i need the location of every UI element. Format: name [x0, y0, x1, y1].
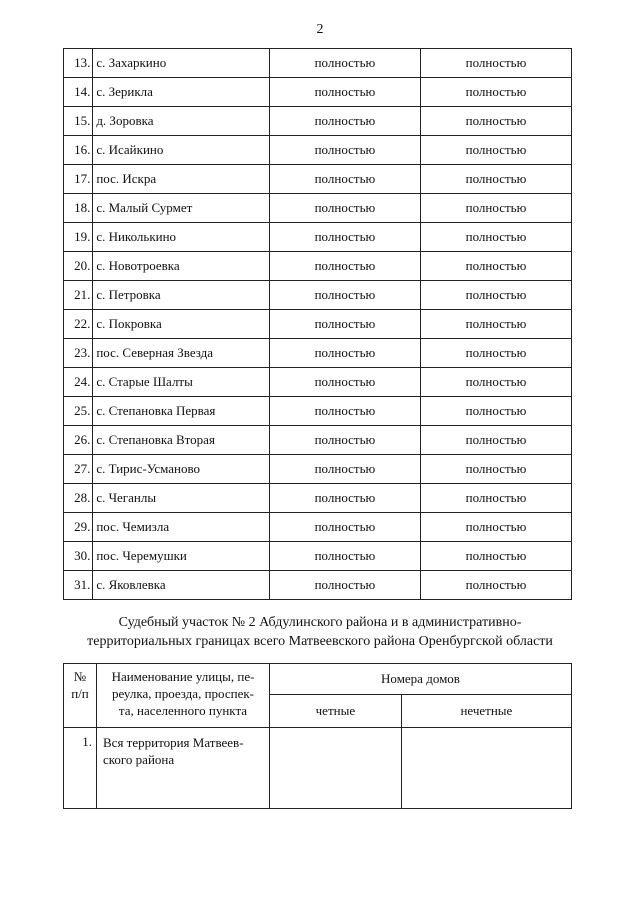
settlement-row [64, 107, 572, 136]
settlement-number: 24. [64, 368, 93, 397]
settlement-odd-houses: полностью [420, 455, 571, 484]
settlement-name: с. Старые Шалты [93, 368, 270, 397]
settlement-number: 14. [64, 78, 93, 107]
settlement-number: 21. [64, 281, 93, 310]
settlement-name: с. Малый Сурмет [93, 194, 270, 223]
settlement-number: 31. [64, 571, 93, 600]
settlement-name: с. Николькино [93, 223, 270, 252]
settlement-odd-houses: полностью [420, 223, 571, 252]
settlement-odd-houses: полностью [420, 194, 571, 223]
settlement-odd-houses: полностью [420, 397, 571, 426]
settlement-even-houses: полностью [269, 78, 420, 107]
settlement-row [64, 339, 572, 368]
header-street-name-line-3: та, населенного пункта [118, 703, 248, 718]
settlement-number: 13. [64, 49, 93, 78]
settlement-odd-houses: полностью [420, 252, 571, 281]
settlement-even-houses: полностью [269, 339, 420, 368]
settlement-row [64, 368, 572, 397]
settlement-odd-houses: полностью [420, 165, 571, 194]
settlement-number: 28. [64, 484, 93, 513]
settlement-odd-houses: полностью [420, 281, 571, 310]
header-number-line-1: № [73, 669, 87, 684]
settlement-name: с. Зерикла [93, 78, 270, 107]
settlement-odd-houses: полностью [420, 426, 571, 455]
settlement-odd-houses: полностью [420, 107, 571, 136]
settlement-name: пос. Чемизла [93, 513, 270, 542]
settlement-odd-houses: полностью [420, 49, 571, 78]
settlement-odd-houses: полностью [420, 513, 571, 542]
court-district-table [63, 663, 572, 809]
settlement-even-houses: полностью [269, 223, 420, 252]
settlement-even-houses: полностью [269, 397, 420, 426]
settlement-even-houses: полностью [269, 513, 420, 542]
page-number: 2 [316, 22, 324, 37]
header-even: четные [270, 695, 402, 728]
settlement-name: с. Петровка [93, 281, 270, 310]
header-odd: нечетные [401, 695, 571, 728]
settlement-odd-houses: полностью [420, 339, 571, 368]
settlement-row [64, 426, 572, 455]
court-row-odd [401, 728, 571, 809]
settlement-row [64, 49, 572, 78]
settlement-even-houses: полностью [269, 194, 420, 223]
settlement-name: с. Степановка Вторая [93, 426, 270, 455]
settlement-number: 20. [64, 252, 93, 281]
settlement-even-houses: полностью [269, 252, 420, 281]
settlement-even-houses: полностью [269, 165, 420, 194]
settlement-odd-houses: полностью [420, 78, 571, 107]
settlements-table-body [64, 49, 572, 600]
settlement-name: д. Зоровка [93, 107, 270, 136]
settlement-name: с. Покровка [93, 310, 270, 339]
settlement-name: пос. Искра [93, 165, 270, 194]
section-title-line-1: Судебный участок № 2 Абдулинского района и в административно- [118, 615, 522, 630]
settlement-even-houses: полностью [269, 310, 420, 339]
settlement-row [64, 78, 572, 107]
settlement-odd-houses: полностью [420, 484, 571, 513]
settlement-name: пос. Черемушки [93, 542, 270, 571]
header-street-name [97, 664, 270, 728]
settlement-even-houses: полностью [269, 455, 420, 484]
settlement-row [64, 397, 572, 426]
settlement-row [64, 571, 572, 600]
header-house-numbers: Номера домов [270, 664, 572, 695]
settlement-row [64, 281, 572, 310]
settlement-row [64, 252, 572, 281]
settlement-even-houses: полностью [269, 542, 420, 571]
settlement-number: 18. [64, 194, 93, 223]
settlement-number: 22. [64, 310, 93, 339]
settlement-number: 17. [64, 165, 93, 194]
settlement-even-houses: полностью [269, 426, 420, 455]
settlement-row [64, 484, 572, 513]
settlement-even-houses: полностью [269, 484, 420, 513]
settlement-number: 30. [64, 542, 93, 571]
court-row-number: 1. [64, 728, 97, 809]
header-street-name-line-2: реулка, проезда, проспек- [111, 686, 254, 701]
settlement-row [64, 165, 572, 194]
court-table-header-row [64, 664, 572, 695]
settlement-name: с. Яковлевка [93, 571, 270, 600]
settlement-odd-houses: полностью [420, 571, 571, 600]
settlement-number: 26. [64, 426, 93, 455]
settlement-odd-houses: полностью [420, 310, 571, 339]
settlement-even-houses: полностью [269, 571, 420, 600]
court-row-name-line-2: ского района [103, 752, 175, 767]
settlement-row [64, 455, 572, 484]
section-title [60, 613, 580, 651]
header-number-line-2: п/п [71, 686, 89, 701]
settlement-row [64, 513, 572, 542]
settlement-number: 15. [64, 107, 93, 136]
court-row-even [270, 728, 402, 809]
settlement-even-houses: полностью [269, 49, 420, 78]
settlements-table [63, 48, 572, 600]
court-row-name [97, 728, 270, 809]
header-street-name-line-1: Наименование улицы, пе- [111, 669, 255, 684]
settlement-row [64, 223, 572, 252]
settlement-name: с. Чеганлы [93, 484, 270, 513]
settlement-odd-houses: полностью [420, 136, 571, 165]
settlement-number: 16. [64, 136, 93, 165]
settlement-odd-houses: полностью [420, 542, 571, 571]
settlement-row [64, 542, 572, 571]
settlement-name: с. Захаркино [93, 49, 270, 78]
settlement-name: пос. Северная Звезда [93, 339, 270, 368]
header-number [64, 664, 97, 728]
settlement-name: с. Тирис-Усманово [93, 455, 270, 484]
settlement-number: 29. [64, 513, 93, 542]
settlement-row [64, 136, 572, 165]
court-row-name-line-1: Вся территория Матвеев- [103, 735, 244, 750]
settlement-odd-houses: полностью [420, 368, 571, 397]
settlement-even-houses: полностью [269, 107, 420, 136]
settlement-number: 23. [64, 339, 93, 368]
settlement-name: с. Новотроевка [93, 252, 270, 281]
settlement-even-houses: полностью [269, 281, 420, 310]
settlement-row [64, 194, 572, 223]
settlement-even-houses: полностью [269, 136, 420, 165]
settlement-name: с. Степановка Первая [93, 397, 270, 426]
settlement-name: с. Исайкино [93, 136, 270, 165]
section-title-line-2: территориальных границах всего Матвеевского района Оренбургской области [87, 634, 553, 649]
settlement-number: 27. [64, 455, 93, 484]
court-table-row [64, 728, 572, 809]
settlement-number: 19. [64, 223, 93, 252]
settlement-row [64, 310, 572, 339]
settlement-even-houses: полностью [269, 368, 420, 397]
settlement-number: 25. [64, 397, 93, 426]
